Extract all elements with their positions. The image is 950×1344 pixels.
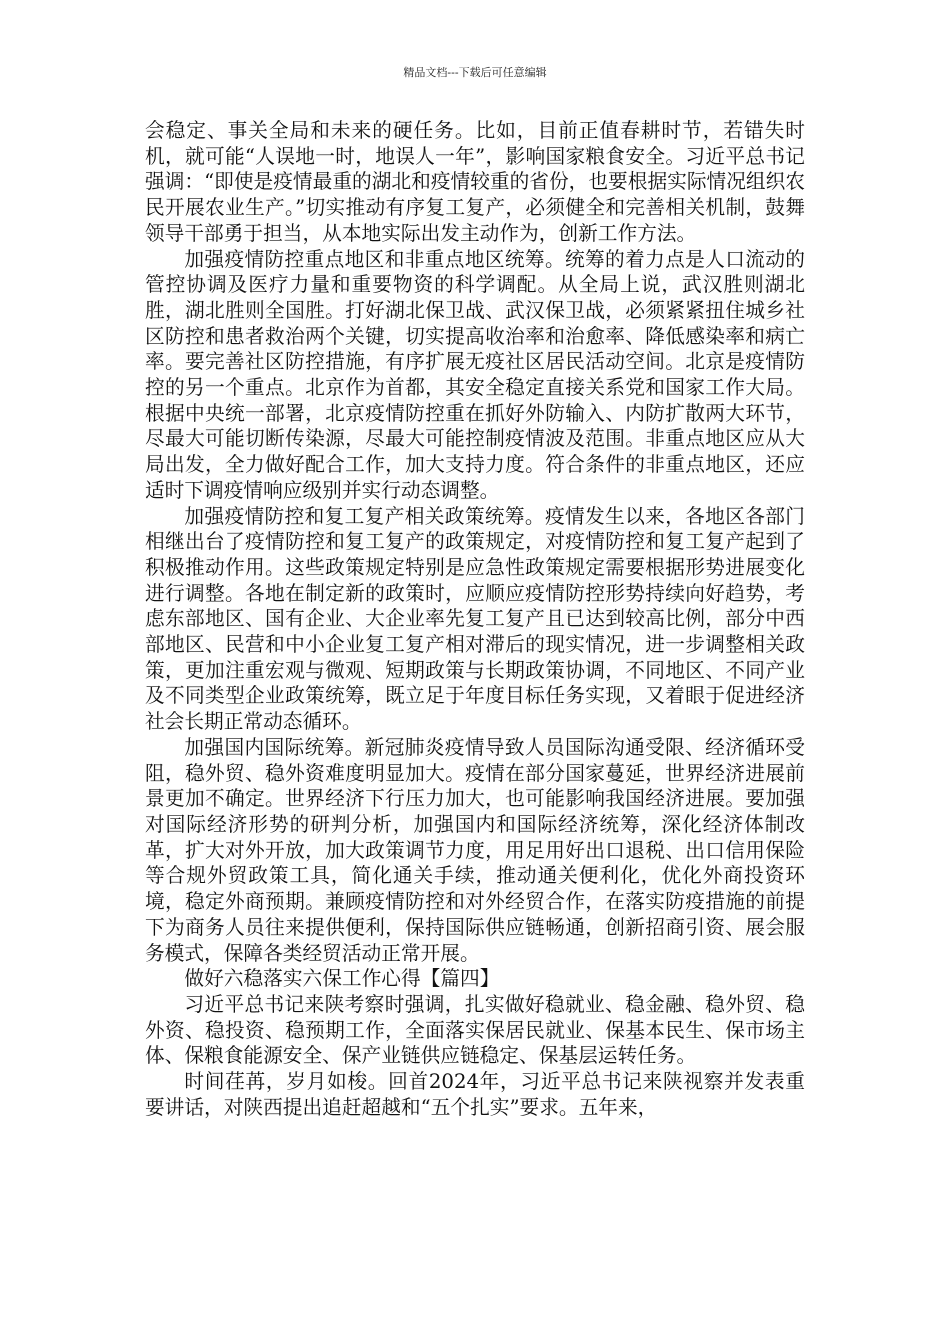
paragraph-policy-coordination: 加强疫情防控和复工复产相关政策统筹。疫情发生以来，各地区各部门相继出台了疫情防控和复工复产的政策规定，对疫情防控和复工复产起到了积极推动作用。这些政策规定特别是应急性政策规定需要根据形势进展变化进行调整。各地在制定新的政策时，应顺应疫情防控形势持续向好趋势，考虑东部地区、国有企业、大企业率先复工复产且已达到较高比例，部分中西部地区、民营和中小企业复工复产相对滞后的现实情况，进一步调整相关政策，更加注重宏观与微观、短期政策与长期政策协调，不同地区、不同产业及不同类型企业政策统筹，既立足于年度目标任务实现，又着眼于促进经济社会长期正常动态循环。	[145, 504, 805, 734]
section-heading: 做好六稳落实六保工作心得【篇四】	[184, 967, 500, 991]
paragraph-regional-coordination: 加强疫情防控重点地区和非重点地区统筹。统筹的着力点是人口流动的管控协调及医疗力量和重要物资的科学调配。从全局上说，武汉胜则湖北胜，湖北胜则全国胜。打好湖北保卫战、武汉保卫战，必须紧紧扭住城乡社区防控和患者救治两个关键，切实提高收治率和治愈率、降低感染率和病亡率。要完善社区防控措施，有序扩展无疫社区居民活动空间。北京是疫情防控的另一个重点。北京作为首都，其安全稳定直接关系党和国家工作大局。根据中央统一部署，北京疫情防控重在抓好外防输入、内防扩散两大环节，尽最大可能切断传染源，尽最大可能控制疫情波及范围。非重点地区应从大局出发，全力做好配合工作，加大支持力度。符合条件的非重点地区，还应适时下调疫情响应级别并实行动态调整。	[145, 247, 805, 502]
paragraph-continuation: 会稳定、事关全局和未来的硬任务。比如，目前正值春耕时节，若错失时机，就可能“人误地一时，地误人一年”，影响国家粮食安全。习近平总书记强调：“即使是疫情最重的湖北和疫情较重的省份，也要根据实际情况组织农民开展农业生产。”切实推动有序复工复产，必须健全和完善相关机制，鼓舞领导干部勇于担当，从本地实际出发主动作为，创新工作方法。	[145, 119, 805, 245]
paragraph-international-coordination: 加强国内国际统筹。新冠肺炎疫情导致人员国际沟通受限、经济循环受阻，稳外贸、稳外资难度明显加大。疫情在部分国家蔓延，世界经济进展前景更加不确定。世界经济下行压力加大，也可能影响我国经济进展。要加强对国际经济形势的研判分析，加强国内和国际经济统筹，深化经济体制改革，扩大对外开放，加大政策调节力度，用足用好出口退税、出口信用保险等合规外贸政策工具，简化通关手续，推动通关便利化，优化外商投资环境，稳定外商预期。兼顾疫情防控和对外经贸合作，在落实防疫措施的前提下为商务人员往来提供便利，保持国际供应链畅通，创新招商引资、展会服务模式，保障各类经贸活动正常开展。	[145, 735, 805, 965]
paragraph-six-stabilities: 习近平总书记来陕考察时强调，扎实做好稳就业、稳金融、稳外贸、稳外资、稳投资、稳预期工作，全面落实保居民就业、保基本民生、保市场主体、保粮食能源安全、保产业链供应链稳定、保基层运转任务。	[145, 992, 805, 1068]
document-body	[145, 118, 805, 1120]
paragraph-review: 时间荏苒，岁月如梭。回首2024年，习近平总书记来陕视察并发表重要讲话，对陕西提出追赶超越和“五个扎实”要求。五年来，	[145, 1070, 805, 1119]
page-header: 精品文档---下载后可任意编辑	[403, 66, 547, 79]
